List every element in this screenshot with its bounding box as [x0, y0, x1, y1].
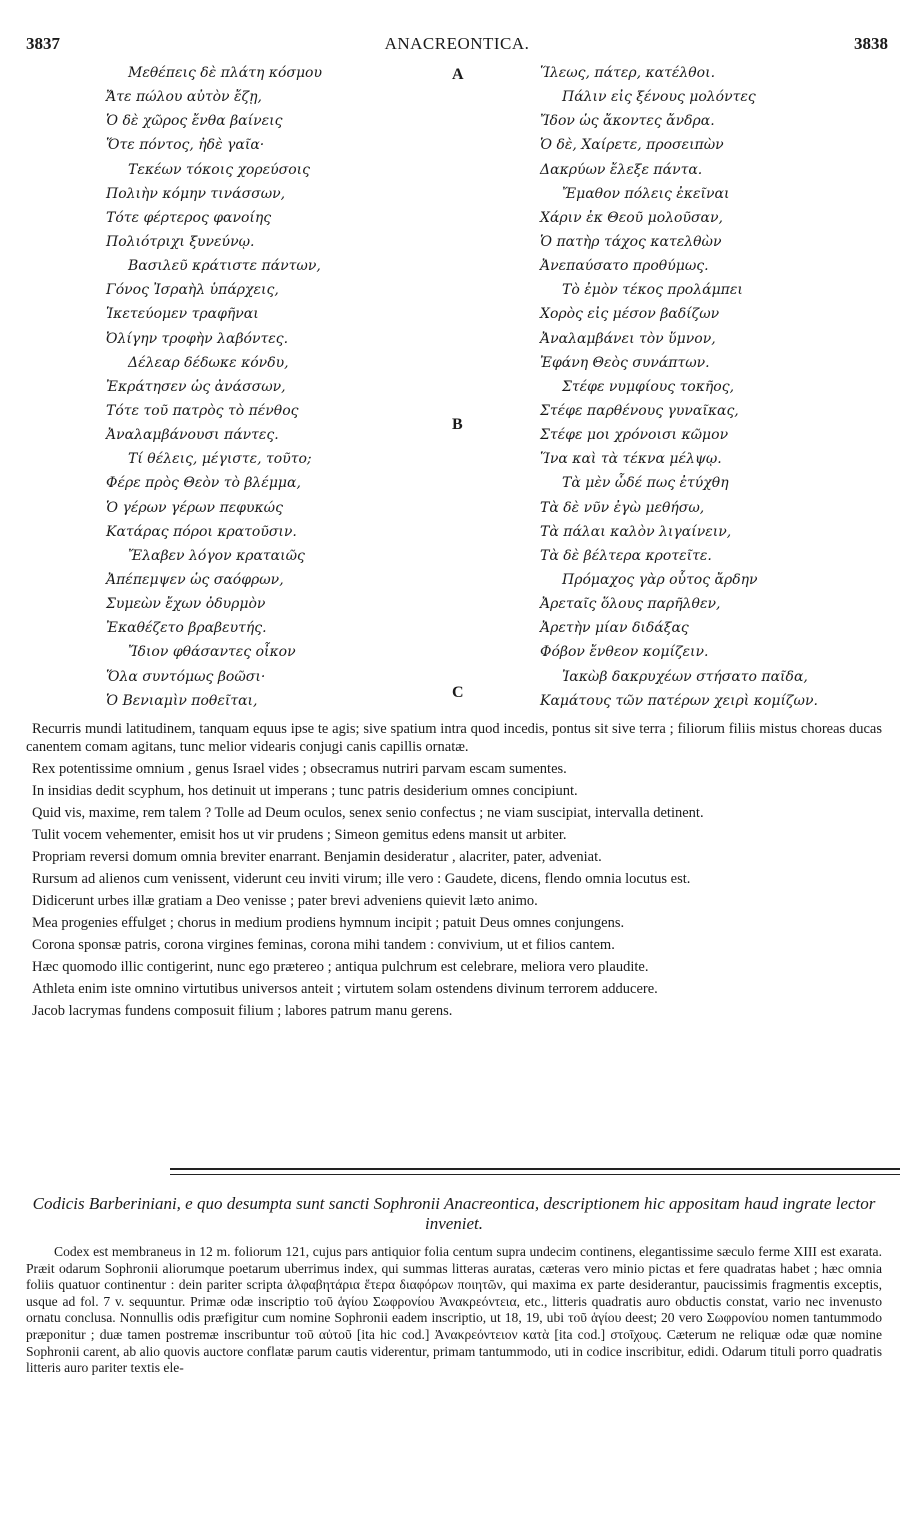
verse-line: Τεκέων τόκοις χορεύσοις: [128, 161, 310, 178]
latin-paragraph: Mea progenies effulget ; chorus in medium prodiens hymnum incipit ; patuit Deus omnes conjungens.: [32, 914, 625, 931]
page-number-right: 3838: [854, 34, 888, 53]
verse-line: Ὁ δὲ, Χαίρετε, προσειπὼν: [540, 137, 724, 154]
verse-line: Συμεὼν ἔχων ὀδυρμὸν: [106, 596, 266, 613]
verse-line: Στέφε παρθένους γυναῖκας,: [540, 402, 739, 419]
verse-line: Τὰ δὲ νῦν ἐγὼ μεθήσω,: [540, 499, 705, 516]
latin-paragraph: Quid vis, maxime, rem talem ? Tolle ad Deum oculos, senex senio confectus ; ne viam suscipiat, intervalla detinent.: [32, 804, 704, 821]
verse-line: Ἰακὼβ δακρυχέων στήσατο παῖδα,: [562, 668, 808, 685]
latin-paragraph: Corona sponsæ patris, corona virgines feminas, corona mihi tandem : convivium, ut et filios cantem.: [32, 936, 615, 953]
verse-line: Πολιὴν κόμην τινάσσων,: [106, 185, 286, 202]
verse-line: Ἱκετεύομεν τραφῆναι: [106, 306, 259, 323]
codex-description: [26, 1244, 882, 1377]
greek-column-left: [106, 64, 426, 710]
section-divider-thin: [170, 1174, 900, 1175]
verse-line: Ὅλα συντόμως βοῶσι·: [106, 668, 266, 685]
verse-line: Τὰ δὲ βέλτερα κροτεῖτε.: [540, 547, 712, 564]
verse-line: Κατάρας πόροι κρατοῦσιν.: [106, 523, 297, 540]
verse-line: Τὸ ἐμὸν τέκος προλάμπει: [562, 282, 743, 299]
verse-line: Ἀπέπεμψεν ὡς σαόφρων,: [106, 571, 284, 588]
verse-line: Πρόμαχος γὰρ οὗτος ἄρδην: [562, 571, 758, 588]
verse-line: Στέφε νυμφίους τοκῆος,: [562, 378, 735, 395]
verse-line: Γόνος Ἰσραὴλ ὑπάρχεις,: [106, 282, 279, 299]
verse-line: Ὁ Βενιαμὶν ποθεῖται,: [106, 692, 258, 709]
verse-line: Ὅτε πόντος, ἠδὲ γαῖα·: [106, 137, 265, 154]
verse-line: Ἵλεως, πάτερ, κατέλθοι.: [540, 65, 716, 81]
latin-paragraph: In insidias dedit scyphum, hos detinuit ut imperans ; tunc patris desiderium omnes concipiunt.: [32, 782, 578, 799]
verse-line: Ἔλαβεν λόγον κραταιῶς: [128, 547, 305, 564]
verse-line: Ἐκράτησεν ὡς ἀνάσσων,: [106, 378, 286, 395]
latin-paragraph: Recurris mundi latitudinem, tanquam equus ipse te agis; sive spatium intra quod incedis, pontus sit sive terra ; filiorum filiis mistus choreas ducas canentem comam agitans, tunc melior videaris conjugi canis capillis ornatæ.: [26, 721, 882, 755]
section-marker-a: A: [452, 66, 464, 83]
verse-line: Στέφε μοι χρόνοισι κῶμον: [540, 427, 729, 444]
verse-line: Τὰ μὲν ὧδέ πως ἐτύχθη: [562, 475, 729, 492]
verse-line: Χορὸς εἰς μέσον βαδίζων: [540, 306, 720, 323]
latin-paragraph: Didicerunt urbes illæ gratiam a Deo venisse ; pater brevi adveniens quievit læto animo.: [32, 892, 538, 909]
verse-line: Ἀναλαμβάνει τὸν ὕμνον,: [540, 330, 716, 347]
latin-paragraph: Jacob lacrymas fundens composuit filium ; labores patrum manu gerens.: [32, 1002, 453, 1019]
verse-line: Ἔμαθον πόλεις ἐκεῖναι: [562, 185, 730, 202]
verse-line: Ἵνα καὶ τὰ τέκνα μέλψῳ.: [540, 451, 722, 468]
verse-line: Ἐφάνη Θεὸς συνάπτων.: [540, 354, 710, 371]
verse-line: Ἴδον ὡς ἄκοντες ἄνδρα.: [540, 113, 715, 130]
codex-paragraph: Codex est membraneus in 12 m. foliorum 121, cujus pars antiquior folia centum supra undecim continens, elegantissime sæculo ferme XIII est exarata. Præit odarum Sophronii aliorumque poetarum uberrimus index, qui summas litteras auratas, cæteras vero minio pictas et fere quadratas habet ; hæc omnia foliis quatuor continentur : dein pariter scripta ἀλφαβητάρια ἕτερα διαφόρων ποιητῶν, qui maxima ex parte desiderantur, paucissimis fragmentis exceptis, usque ad fol. 7 v. sequuntur. Primæ odæ inscriptio τοῦ ἁγίου Σωφρονίου Ἀνακρεόντεια, etc., litteris quadratis auro obductis constat, vario nec invenusto ornatu conclusa. Nonnullis odis præfigitur cum nomine Sophronii eadem inscriptio, ut 18, 19, ubi τοῦ ἁγίου deest; 20 vero Σωφρονίου nomen tantummodo præponitur ; duæ tamen postremæ inscribuntur τοῦ αὐτοῦ [ita hic cod.] Ἀνακρεόντειον κατὰ [ita cod.] στοῖχους. Cæterum ne reliquæ odæ quæ nomine Sophronii carent, ab alio quovis auctore conflatæ parum cautis viderentur, primam tantummodo, uti in codice inscribitur, edidi. Odarum tituli porro quadratis litteris auro pariter textis ele-: [26, 1244, 882, 1376]
verse-line: Ὁ πατὴρ τάχος κατελθὼν: [540, 233, 722, 250]
verse-line: Τὰ πάλαι καλὸν λιγαίνειν,: [540, 523, 732, 540]
verse-line: Ἀναλαμβάνουσι πάντες.: [106, 427, 279, 444]
latin-paragraph: Tulit vocem vehementer, emisit hos ut vir prudens ; Simeon gemitus edens mansit ut arbiter.: [32, 826, 567, 843]
page-header: [26, 34, 888, 58]
page-number-left: 3837: [26, 34, 60, 53]
verse-line: Ἀρεταῖς ὅλους παρῆλθεν,: [540, 596, 721, 613]
verse-line: Ἴδιον φθάσαντες οἶκον: [128, 644, 296, 661]
latin-paragraph: Rex potentissime omnium , genus Israel vides ; obsecramus nutriri parvam escam sumentes.: [32, 760, 567, 777]
verse-line: Βασιλεῦ κράτιστε πάντων,: [128, 258, 321, 275]
verse-line: Μεθέπεις δὲ πλάτη κόσμου: [128, 65, 322, 81]
verse-line: Καμάτους τῶν πατέρων χειρὶ κομίζων.: [540, 692, 818, 709]
verse-line: Ἀνεπαύσατο προθύμως.: [540, 258, 709, 275]
verse-line: Ὁ γέρων γέρων πεφυκώς: [106, 499, 283, 516]
verse-line: Τί θέλεις, μέγιστε, τοῦτο;: [128, 451, 312, 468]
verse-line: Φέρε πρὸς Θεὸν τὸ βλέμμα,: [106, 475, 301, 492]
verse-line: Ἄτε πώλου αὐτὸν ἔζῃ,: [106, 89, 262, 106]
latin-paragraph: Hæc quomodo illic contigerint, nunc ego prætereo ; antiqua pulchrum est celebrare, meliora vero plaudite.: [32, 958, 649, 975]
section-divider: [170, 1168, 900, 1170]
section-marker-b: B: [452, 416, 463, 433]
verse-line: Δέλεαρ δέδωκε κόνδυ,: [128, 354, 289, 371]
verse-line: Ὁ δὲ χῶρος ἔνθα βαίνεις: [106, 113, 283, 130]
verse-line: Δακρύων ἔλεξε πάντα.: [540, 161, 703, 178]
greek-column-right: [540, 64, 890, 710]
latin-paragraph: Rursum ad alienos cum venissent, viderunt ceu inviti virum; ille vero : Gaudete, dicens, flendo omnia locutus est.: [32, 870, 691, 887]
verse-line: Τότε φέρτερος φανοίης: [106, 209, 272, 226]
verse-line: Φόβον ἔνθεον κομίζειν.: [540, 644, 709, 661]
verse-line: Ἐκαθέζετο βραβευτής.: [106, 620, 267, 637]
verse-line: Πάλιν εἰς ξένους μολόντες: [562, 89, 756, 106]
verse-line: Τότε τοῦ πατρὸς τὸ πένθος: [106, 402, 299, 419]
running-title: ANACREONTICA.: [384, 34, 530, 53]
verse-line: Πολιότριχι ξυνεύνῳ.: [106, 233, 255, 250]
latin-paragraph: Propriam reversi domum omnia breviter enarrant. Benjamin desideratur , alacriter, pater, adveniat.: [32, 848, 602, 865]
latin-paragraph: Athleta enim iste omnino virtutibus universos anteit ; virtutem solam ostendens divinum terrorem adducere.: [32, 980, 658, 997]
latin-translation: [26, 721, 882, 1025]
verse-line: Ἀρετὴν μίαν διδάξας: [540, 620, 689, 637]
verse-line: Χάριν ἐκ Θεοῦ μολοῦσαν,: [540, 209, 723, 226]
verse-line: Ὀλίγην τροφὴν λαβόντες.: [106, 330, 289, 347]
codex-heading: Codicis Barberiniani, e quo desumpta sunt sancti Sophronii Anacreontica, descriptionem hic appositam haud ingrate lector inveniet.: [32, 1194, 876, 1233]
section-marker-c: C: [452, 684, 464, 701]
